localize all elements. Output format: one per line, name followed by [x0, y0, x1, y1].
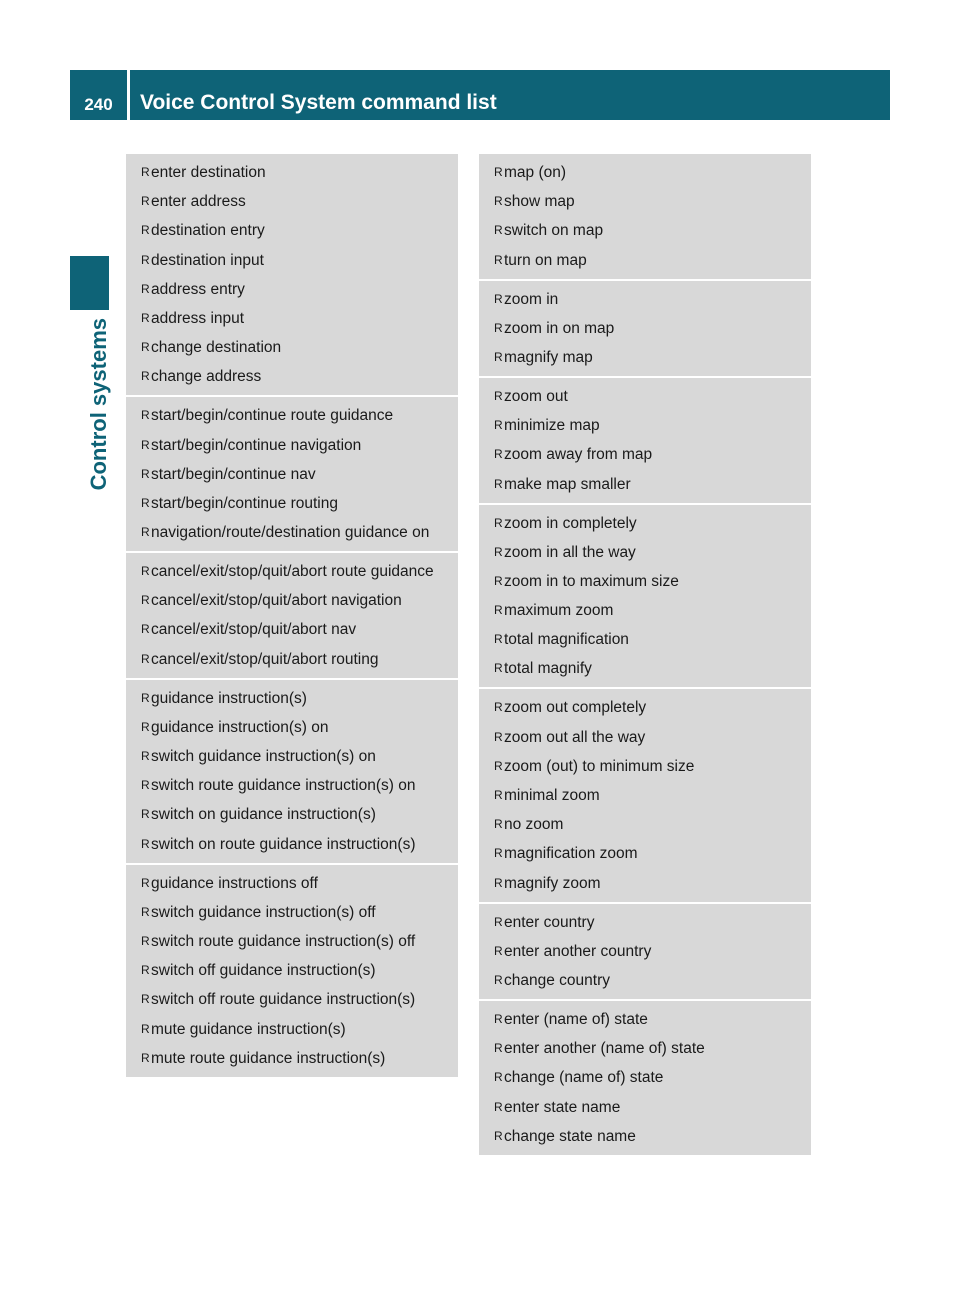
bullet-icon: R	[494, 1128, 503, 1143]
command-item	[479, 873, 811, 894]
bullet-icon: R	[494, 700, 503, 715]
section-marker	[70, 256, 109, 310]
bullet-icon: R	[494, 943, 503, 958]
command-item	[126, 717, 458, 738]
bullet-icon: R	[141, 749, 150, 763]
bullet-icon: R	[141, 1050, 150, 1065]
command-item	[479, 1067, 811, 1088]
bullet-icon: R	[141, 525, 150, 540]
command-item	[479, 289, 811, 310]
bullet-icon: R	[494, 194, 503, 209]
command-text: zoom away from map	[504, 446, 653, 464]
command-item	[126, 804, 458, 825]
command-group	[479, 378, 811, 505]
bullet-icon: R	[141, 437, 150, 452]
command-group	[479, 689, 811, 903]
command-item	[479, 814, 811, 835]
bullet-icon: R	[494, 1041, 503, 1056]
bullet-icon: R	[141, 1021, 150, 1036]
command-text: switch route guidance instruction(s) on	[151, 777, 416, 795]
command-text: magnification zoom	[504, 845, 638, 863]
command-item	[479, 1126, 811, 1147]
bullet-icon: R	[494, 758, 503, 773]
command-text: zoom (out) to minimum size	[504, 757, 695, 775]
command-item	[126, 522, 458, 543]
command-text: cancel/exit/stop/quit/abort nav	[151, 621, 357, 639]
bullet-icon: R	[494, 788, 503, 802]
command-item	[479, 318, 811, 339]
bullet-icon: R	[141, 963, 150, 978]
bullet-icon: R	[494, 252, 503, 267]
right-command-column	[479, 154, 811, 1157]
command-text: guidance instructions off	[151, 874, 318, 892]
bullet-icon: R	[141, 310, 150, 325]
command-item	[479, 756, 811, 777]
bullet-icon: R	[141, 165, 150, 179]
command-text: guidance instruction(s) on	[151, 718, 329, 736]
bullet-icon: R	[494, 914, 503, 929]
command-text: switch on route guidance instruction(s)	[151, 835, 416, 853]
bullet-icon: R	[141, 622, 150, 637]
bullet-icon: R	[494, 573, 503, 588]
command-item	[479, 970, 811, 991]
bullet-icon: R	[494, 661, 503, 676]
command-item	[126, 366, 458, 387]
command-group	[126, 865, 458, 1079]
bullet-icon: R	[494, 817, 503, 832]
command-text: total magnify	[504, 660, 592, 678]
page-header	[70, 70, 890, 120]
command-item	[479, 1097, 811, 1118]
command-item	[126, 405, 458, 426]
command-text: zoom out	[504, 387, 568, 405]
command-text: turn on map	[504, 251, 587, 269]
bullet-icon: R	[141, 223, 150, 238]
command-item	[479, 785, 811, 806]
command-text: map (on)	[504, 164, 567, 181]
section-tab-label: Control systems	[86, 318, 111, 491]
bullet-icon: R	[141, 281, 150, 296]
command-group	[479, 154, 811, 281]
page-number: 240	[70, 70, 127, 120]
command-text: cancel/exit/stop/quit/abort route guidance	[151, 563, 434, 581]
bullet-icon: R	[141, 593, 150, 608]
command-item	[479, 912, 811, 933]
command-item	[126, 649, 458, 670]
command-text: change address	[151, 368, 262, 386]
bullet-icon: R	[141, 651, 150, 666]
command-group	[479, 1001, 811, 1157]
command-item	[126, 834, 458, 855]
left-command-column	[126, 154, 458, 1079]
bullet-icon: R	[494, 632, 503, 647]
command-text: cancel/exit/stop/quit/abort navigation	[151, 592, 402, 610]
bullet-icon: R	[494, 544, 503, 559]
command-item	[479, 600, 811, 621]
command-item	[126, 279, 458, 300]
command-item	[479, 347, 811, 368]
bullet-icon: R	[141, 992, 150, 1007]
command-text: start/begin/continue route guidance	[151, 407, 394, 425]
command-item	[126, 220, 458, 241]
command-text: no zoom	[504, 816, 564, 834]
command-item	[126, 337, 458, 358]
bullet-icon: R	[494, 515, 503, 530]
command-text: change state name	[504, 1127, 636, 1145]
command-item	[479, 1009, 811, 1030]
section-tab	[70, 310, 128, 510]
command-text: start/begin/continue nav	[151, 465, 316, 483]
command-item	[126, 931, 458, 952]
command-item	[126, 561, 458, 582]
bullet-icon: R	[141, 719, 150, 734]
command-text: destination entry	[151, 222, 265, 240]
bullet-icon: R	[494, 320, 503, 335]
command-text: make map smaller	[504, 475, 631, 493]
bullet-icon: R	[494, 447, 503, 462]
command-item	[126, 250, 458, 271]
command-item	[479, 1038, 811, 1059]
bullet-icon: R	[494, 165, 503, 179]
command-text: start/begin/continue routing	[151, 494, 338, 512]
command-item	[479, 444, 811, 465]
command-text: enter state name	[504, 1098, 621, 1116]
command-text: switch route guidance instruction(s) off	[151, 932, 416, 950]
command-item	[126, 873, 458, 894]
command-item	[126, 464, 458, 485]
command-group	[126, 154, 458, 397]
bullet-icon: R	[494, 476, 503, 491]
command-item	[126, 989, 458, 1010]
command-text: magnify zoom	[504, 874, 601, 892]
bullet-icon: R	[494, 291, 503, 306]
bullet-icon: R	[141, 194, 150, 209]
bullet-icon: R	[141, 369, 150, 384]
bullet-icon: R	[494, 729, 503, 744]
command-item	[479, 571, 811, 592]
command-text: switch off route guidance instruction(s)	[151, 991, 416, 1009]
command-item	[126, 619, 458, 640]
command-text: guidance instruction(s)	[151, 689, 307, 707]
command-text: magnify map	[504, 348, 593, 366]
command-item	[479, 941, 811, 962]
command-text: switch guidance instruction(s) off	[151, 903, 376, 921]
bullet-icon: R	[141, 408, 150, 423]
command-item	[126, 1019, 458, 1040]
bullet-icon: R	[494, 846, 503, 861]
page-title: Voice Control System command list	[130, 70, 890, 120]
command-item	[479, 542, 811, 563]
command-text: mute guidance instruction(s)	[151, 1020, 346, 1038]
command-text: maximum zoom	[504, 602, 614, 620]
command-text: switch on map	[504, 222, 604, 240]
command-text: zoom in completely	[504, 514, 637, 532]
command-item	[126, 746, 458, 767]
command-group	[126, 397, 458, 553]
bullet-icon: R	[494, 418, 503, 433]
command-item	[126, 688, 458, 709]
command-item	[479, 629, 811, 650]
command-text: address input	[151, 309, 245, 327]
command-text: enter another (name of) state	[504, 1040, 705, 1058]
command-item	[479, 697, 811, 718]
command-item	[479, 513, 811, 534]
command-text: zoom in	[504, 290, 559, 308]
command-text: enter (name of) state	[504, 1010, 648, 1028]
command-item	[126, 493, 458, 514]
command-item	[479, 727, 811, 748]
bullet-icon: R	[494, 1099, 503, 1114]
bullet-icon: R	[494, 1070, 503, 1085]
command-text: switch on guidance instruction(s)	[151, 806, 376, 824]
bullet-icon: R	[141, 836, 150, 851]
command-text: zoom out all the way	[504, 728, 646, 746]
bullet-icon: R	[494, 349, 503, 364]
bullet-icon: R	[141, 495, 150, 510]
command-item	[126, 191, 458, 212]
bullet-icon: R	[141, 564, 150, 579]
command-text: switch guidance instruction(s) on	[151, 748, 376, 765]
command-item	[479, 415, 811, 436]
command-item	[479, 250, 811, 271]
command-text: show map	[504, 193, 575, 211]
command-text: navigation/route/destination guidance on	[151, 524, 430, 542]
bullet-icon: R	[494, 1011, 503, 1026]
command-group	[479, 904, 811, 1001]
bullet-icon: R	[494, 223, 503, 238]
command-group	[479, 281, 811, 378]
command-text: cancel/exit/stop/quit/abort routing	[151, 650, 379, 668]
command-text: change country	[504, 971, 610, 989]
command-item	[126, 590, 458, 611]
command-item	[479, 658, 811, 679]
bullet-icon: R	[494, 875, 503, 890]
command-text: enter country	[504, 913, 595, 931]
command-text: enter address	[151, 193, 246, 211]
bullet-icon: R	[141, 252, 150, 267]
command-text: change destination	[151, 339, 282, 357]
command-text: enter another country	[504, 942, 652, 960]
bullet-icon: R	[494, 603, 503, 618]
command-item	[126, 308, 458, 329]
command-text: start/begin/continue navigation	[151, 436, 362, 454]
command-text: zoom in to maximum size	[504, 572, 679, 590]
bullet-icon: R	[141, 466, 150, 481]
command-text: enter destination	[151, 164, 266, 181]
command-item	[479, 191, 811, 212]
command-text: minimize map	[504, 417, 600, 435]
command-text: zoom out completely	[504, 699, 647, 717]
command-text: mute route guidance instruction(s)	[151, 1049, 386, 1067]
command-item	[126, 435, 458, 456]
command-item	[126, 775, 458, 796]
command-item	[126, 902, 458, 923]
bullet-icon: R	[494, 388, 503, 403]
command-group	[126, 680, 458, 865]
bullet-icon: R	[141, 933, 150, 948]
command-item	[479, 220, 811, 241]
command-item	[479, 843, 811, 864]
bullet-icon: R	[141, 875, 150, 890]
command-item	[479, 162, 811, 183]
command-group	[126, 553, 458, 680]
command-text: zoom in all the way	[504, 543, 636, 561]
bullet-icon: R	[494, 972, 503, 987]
command-item	[126, 1048, 458, 1069]
command-group	[479, 505, 811, 690]
command-item	[126, 162, 458, 183]
command-item	[479, 474, 811, 495]
command-text: change (name of) state	[504, 1069, 664, 1087]
command-text: zoom in on map	[504, 319, 615, 337]
bullet-icon: R	[141, 904, 150, 919]
bullet-icon: R	[141, 690, 150, 705]
command-text: minimal zoom	[504, 787, 600, 804]
bullet-icon: R	[141, 778, 150, 793]
bullet-icon: R	[141, 807, 150, 822]
command-text: switch off guidance instruction(s)	[151, 962, 376, 980]
command-text: total magnification	[504, 631, 629, 649]
command-item	[126, 960, 458, 981]
command-text: address entry	[151, 280, 245, 298]
command-text: destination input	[151, 251, 264, 269]
bullet-icon: R	[141, 340, 150, 355]
command-item	[479, 386, 811, 407]
